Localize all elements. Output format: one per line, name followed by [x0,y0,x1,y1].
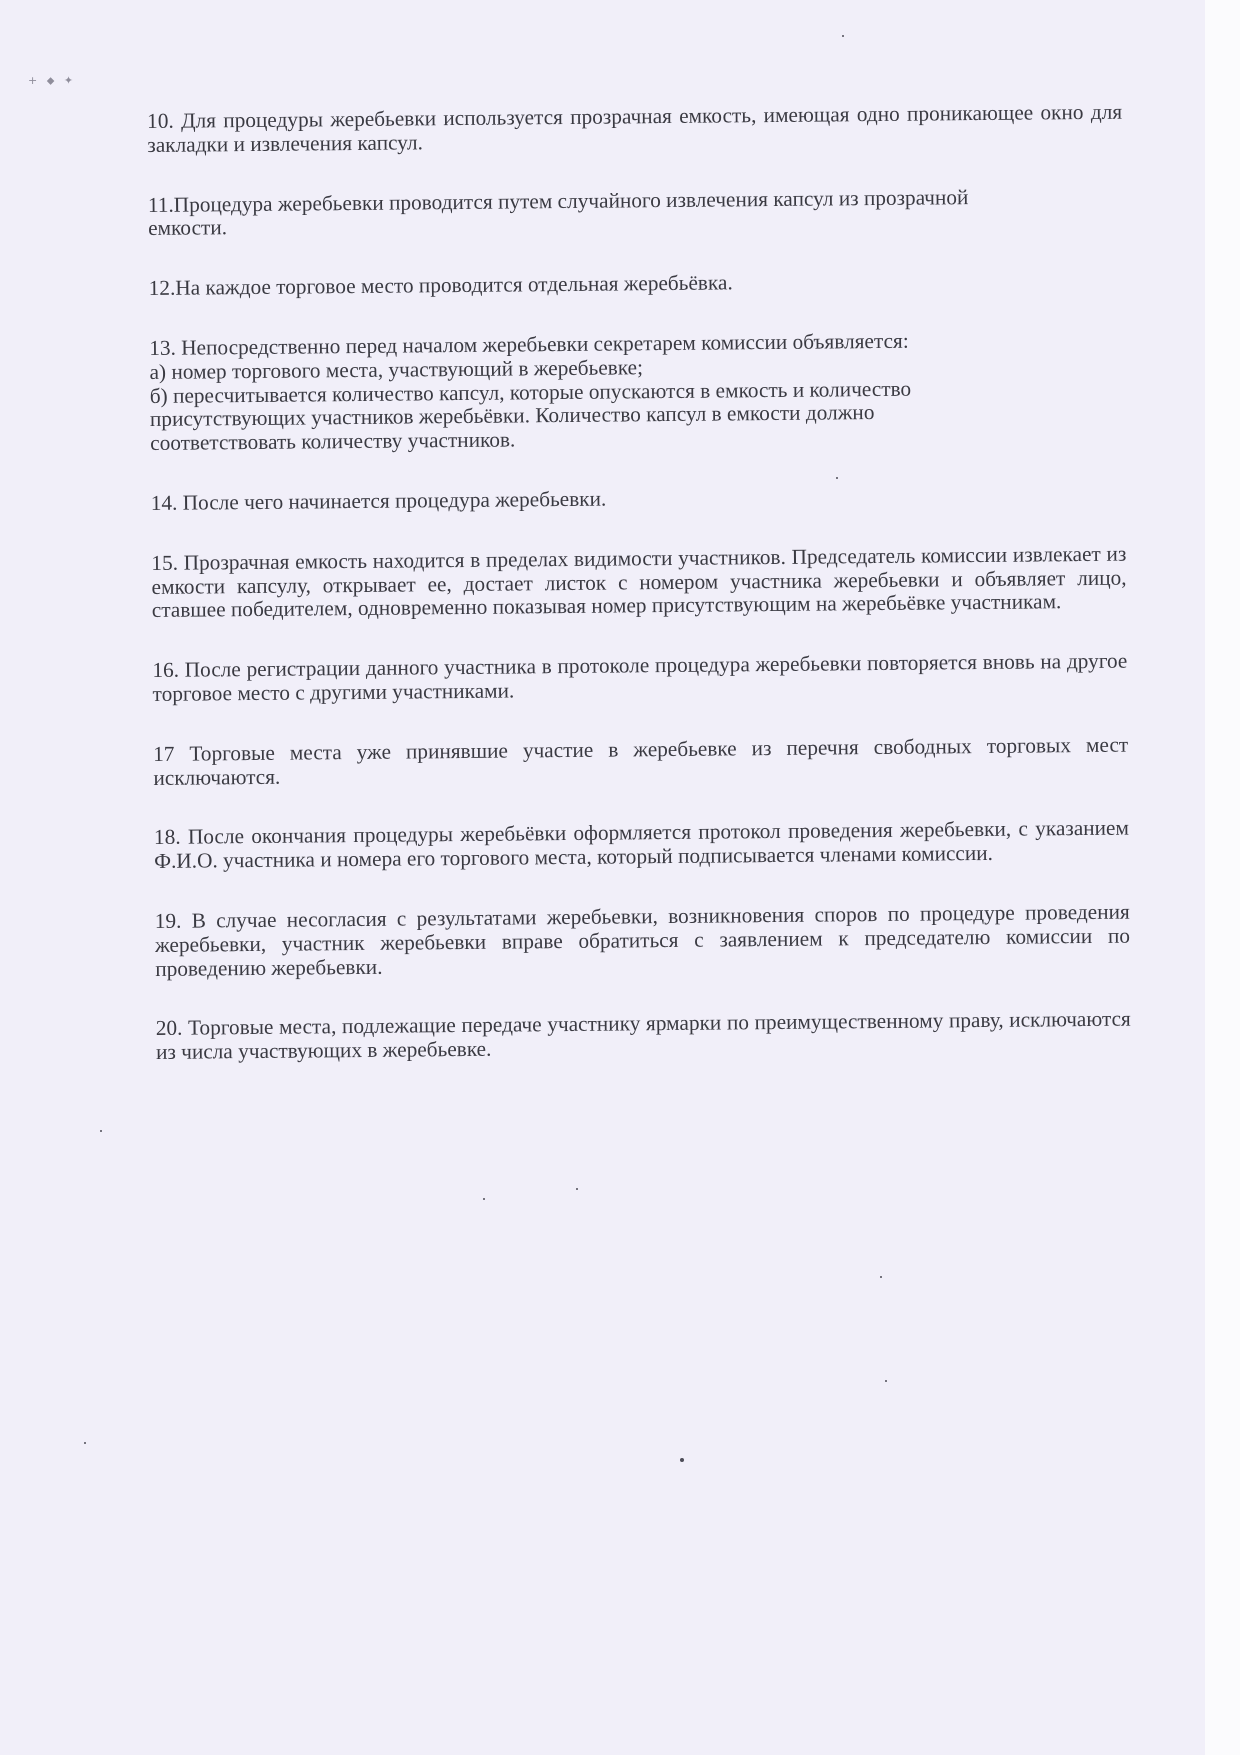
document-body [147,101,1131,1101]
scan-speck [680,1458,684,1462]
scan-speck [84,1442,86,1444]
scan-speck [483,1198,485,1200]
scan-artifact-mark: + ⬥ ✦ [28,74,77,87]
paragraph-18: 18. После окончания процедуры жеребьёвки оформляется протокол проведения жеребьевки, с указанием Ф.И.О. участника и номера его торгового места, который подписывается членами комиссии. [153,815,1130,874]
paragraph-14: 14. После чего начинается процедура жеребьевки. [150,486,607,515]
scan-speck [836,477,838,479]
paragraph-12: 12.На каждое торговое место проводится отдельная жеребьёвка. [148,270,733,301]
paragraph-15: 15. Прозрачная емкость находится в пределах видимости участников. Председатель комиссии извлекает из емкости капсулу, открывает ее, достает листок с номером участника жеребьевки и объявляет лицо, ставшее победителем, одновременно показывая номер присутствующим на жеребьёвке участникам. [151,541,1127,623]
paragraph-10: 10. Для процедуры жеребьевки используется прозрачная емкость, имеющая одно проникающее окно для закладки и извлечения капсул. [146,99,1123,157]
paragraph-17: 17 Торговые места уже принявшие участие в жеребьевке из перечня свободных торговых мест исключаются. [153,732,1129,790]
paragraph-16: 16. После регистрации данного участника в протоколе процедура жеребьевки повторяется вновь на другое торговое место с другими участниками. [152,648,1128,706]
paragraph-13: 13. Непосредственно перед началом жеребьевки секретарем комиссии объявляется: а) номер торгового места, участвующий в жеребьевке; б) пересчитывается количество капсул, которые опускаются в емкость и количество присутствующих участников жеребьёвки. Количество капсул в емкости должно соответствовать количеству участников. [149,328,912,456]
scan-speck [842,35,844,37]
scan-edge [1205,0,1240,1755]
scan-speck [100,1130,102,1132]
scan-speck [885,1380,887,1382]
paragraph-20: 20. Торговые места, подлежащие передаче участнику ярмарки по преимущественному праву, исключаются из числа участвующих в жеребьевке. [155,1006,1131,1065]
scan-speck [576,1188,578,1190]
scan-speck [880,1276,882,1278]
paragraph-19: 19. В случае несогласия с результатами жеребьевки, возникновения споров по процедуре проведения жеребьевки, участник жеребьевки вправе обратиться с заявлением к председателю комиссии по проведению жеребьевки. [154,899,1131,981]
paragraph-11: 11.Процедура жеребьевки проводится путем случайного извлечения капсул из прозрачной емкости. [147,184,969,241]
